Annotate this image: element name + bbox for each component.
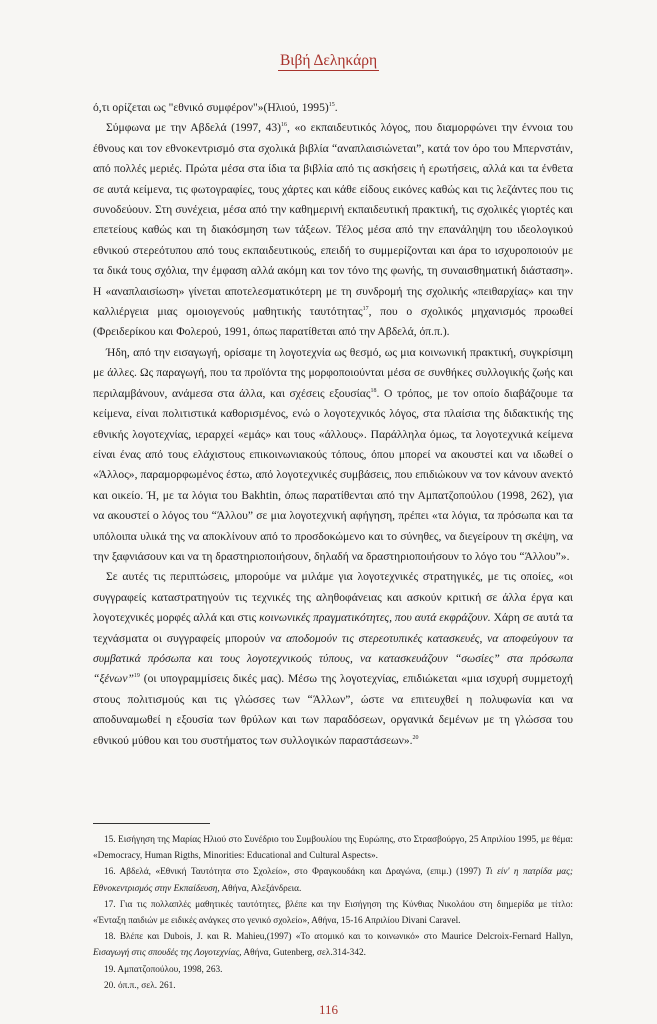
text-span: Αθήνα, Αλεξάνδρεια. xyxy=(219,883,302,894)
footnote: 19. Αμπατζοπούλου, 1998, 263. xyxy=(104,964,223,975)
text-span: (οι υπογραμμίσεις δικές μας). Μέσω της λογοτεχνίας, επιδιώκεται «μια ισχυρή συμμετοχή στους πολιτισμούς και τις γλώσσες των “Άλλων”, ώστε να επιτευχθεί η πολυφωνία και να αποδυναμωθεί η εξουσία των θρύλων και των παραδόσεων, οργανικά δεμένων με τη γλώσσα του εθνικού μύθου και του συστήματος των συλλογικών παραστάσεων». xyxy=(93,672,573,747)
footnote-ref: 15 xyxy=(328,102,335,108)
text-span: . Ο τρόπος, με τον οποίο διαβάζουμε τα κείμενα, είναι πολιτιστικά καθορισμένος, ενώ ο λογοτεχνικός λόγος, στα πλαίσια της διδακτικής της εθνικής λογοτεχνίας, ιεραρχεί «εμάς» και τους «άλλους». Παράλληλα όμως, τα λογοτεχνικά κείμενα είναι ένας από τους ελάχιστους επικοινωνιακούς τόπους, όπου μπορεί να ακουστεί και να ιδωθεί ο «Άλλος», παραμορφωμένος έστω, από λογοτεχνικές συμβάσεις, που επιδιώκουν να τον κάνουν ανεκτό και οικείο. Ή, με τα λόγια του Bakhtin, όπως παρατίθενται από την Αμπατζοπούλου (1998, 262), για να ακουστεί ο λόγος του “Άλλου” σε μια λογοτεχνική αφήγηση, πρέπει «τα λόγια, τα πρόσωπα και τα υπόλοιπα υλικά της να αποκλίνουν από το προσδοκώμενο και το σύνηθες, να διεγείρουν τη σκέψη, να την ξαφνιάσουν και να τη δραστηριοποιήσουν, δηλαδή να δραστηριοποιήσουν το λόγο του “Άλλου”». xyxy=(93,386,573,563)
footnote: 15. Εισήγηση της Μαρίας Ηλιού στο Συνέδριο του Συμβουλίου της Ευρώπης, στο Στρασβούργο, 25 Απριλίου 1995, με θέμα: «Democracy, Human Rigths, Minorities: Educational and Cultural Aspects». xyxy=(93,835,573,862)
text-span: Σύμφωνα με την Αβδελά (1997, 43) xyxy=(106,121,282,135)
text-span: , που ο σχολικός μηχανισμός προωθεί (Φρειδερίκου και Φολερού, 1991, όπως παρατίθεται από την Αβδελά, όπ.π.). xyxy=(93,305,573,339)
footnote xyxy=(93,864,573,896)
footnote-ref: 17 xyxy=(362,306,369,313)
main-text xyxy=(93,98,573,751)
footnote: 17. Για τις πολλαπλές μαθητικές ταυτότητες, βλέπε και την Εισήγηση της Κύνθιας Νικολάου στη διημερίδα με τίτλο: «Ένταξη παιδιών με ειδικές ανάγκες στο γενικό σχολείο», Αθήνα, 15-16 Απριλίου Divani Caravel. xyxy=(93,899,573,927)
italic-span: να αποδομούν τις στερεοτυπικές κατασκευές, να αποφεύγουν τα συμβατικά πρόσωπα και τους λογοτεχνικούς τύπους, να κατασκευάζουν “σωσίες” στα πρόσωπα “ξένων” xyxy=(93,631,573,686)
paragraph xyxy=(93,118,573,342)
paragraph xyxy=(93,567,573,751)
footnote: 20. όπ.π., σελ. 261. xyxy=(104,980,176,991)
footnote-ref: 20 xyxy=(412,734,419,741)
text-span: ό,τι ορίζεται ως "εθνικό συμφέρον"»(Ηλιού, 1995) xyxy=(93,101,329,114)
footnote-ref: 19 xyxy=(133,673,140,680)
paragraph xyxy=(93,98,573,118)
running-header xyxy=(0,52,657,70)
italic-span: Τι είν' η πατρίδα μας; Εθνοκεντρισμός στην Εκπαίδευση, xyxy=(93,867,573,894)
text-span: Σε αυτές τις περιπτώσεις, μπορούμε να μιλάμε για λογοτεχνικές στρατηγικές, με τις οποίες, «οι συγγραφείς καταστρατηγούν τις τεχνικές της αληθοφάνειας και ασκούν κριτική σε άλλα έργα και λογοτεχνικές μορφές αλλά και στις xyxy=(93,570,573,625)
footnote xyxy=(93,929,573,961)
author-name: Βιβή Δεληκάρη xyxy=(279,52,378,69)
page-number: 116 xyxy=(318,1002,339,1017)
text-span: 18. Βλέπε και Dubois, J. και R. Mahieu,(1997) «Το ατομικό και το κοινωνικό» στο Maurice Delcroix-Fernard Hallyn, xyxy=(104,932,573,943)
text-span: Αθήνα, Gutenberg, σελ.314-342. xyxy=(241,948,366,959)
footnote-ref: 18 xyxy=(370,387,377,394)
text-span: . xyxy=(334,101,338,114)
italic-span: Εισαγωγή στις σπουδές της Λογοτεχνίας, xyxy=(93,948,242,959)
footnote-ref: 16 xyxy=(281,122,288,129)
footnotes xyxy=(93,832,573,994)
footnote-divider xyxy=(93,823,210,824)
italic-span: κοινωνικές πραγματικότητες, που αυτά εκφράζουν. xyxy=(259,611,491,625)
text-span: Χάρη σε αυτά τα τεχνάσματα οι συγγραφείς μπορούν xyxy=(93,611,574,645)
text-span: , «ο εκπαιδευτικός λόγος, που διαμορφώνει την έννοια του έθνους και τον εθνοκεντρισμό στα σχολικά βιβλία “αναπλαισιώνεται”, κατά τον όρο του Μπερνστάιν, από πολλές μεριές. Πρώτα μέσα στα ίδια τα βιβλία από τις ασκήσεις ή ερωτήσεις, αλλά και τα ένθετα σε αυτά κείμενα, τις φωτογραφίες, τους χάρτες και κάθε είδους εικόνες καθώς και τις λεζάντες που τις συνοδεύουν. Στη συνέχεια, μέσα από την καθημερινή εκπαιδευτική πρακτική, τις σχολικές γιορτές και επετείους καθώς και τη διακόσμηση των τάξεων. Τέλος μέσα από την επανάληψη του ιδεολογικού εθνικού στερεότυπου από τους εκπαιδευτικούς, επειδή το συμμερίζονται και άρα το ισχυροποιούν με τα δικά τους σχόλια, την έμφαση αλλά ακόμη και τον τόνο της φωνής, τη συναισθηματική διάσταση». Η «αναπλαισίωση» γίνεται αποτελεσματικότερη με τη συνδρομή της σχολικής «πειθαρχίας» και την καλλιέργεια μιας ομοιογενούς μαθητικής ταυτότητας xyxy=(93,121,573,319)
text-span: 16. Αβδελά, «Εθνική Ταυτότητα στο Σχολείο», στο Φραγκουδάκη και Δραγώνα, (επιμ.) (1997) xyxy=(104,867,486,878)
text-span: Ήδη, από την εισαγωγή, ορίσαμε τη λογοτεχνία ως θεσμό, ως μια κοινωνική πρακτική, συγκρίσιμη με άλλες. Ως παραγωγή, που τα προϊόντα της μορφοποιούνται μέσα σε συνθήκες συλλογικής ζωής και περιλαμβάνουν, ανάμεσα στα άλλα, και σχέσεις εξουσίας xyxy=(93,345,573,400)
paragraph xyxy=(93,343,573,567)
